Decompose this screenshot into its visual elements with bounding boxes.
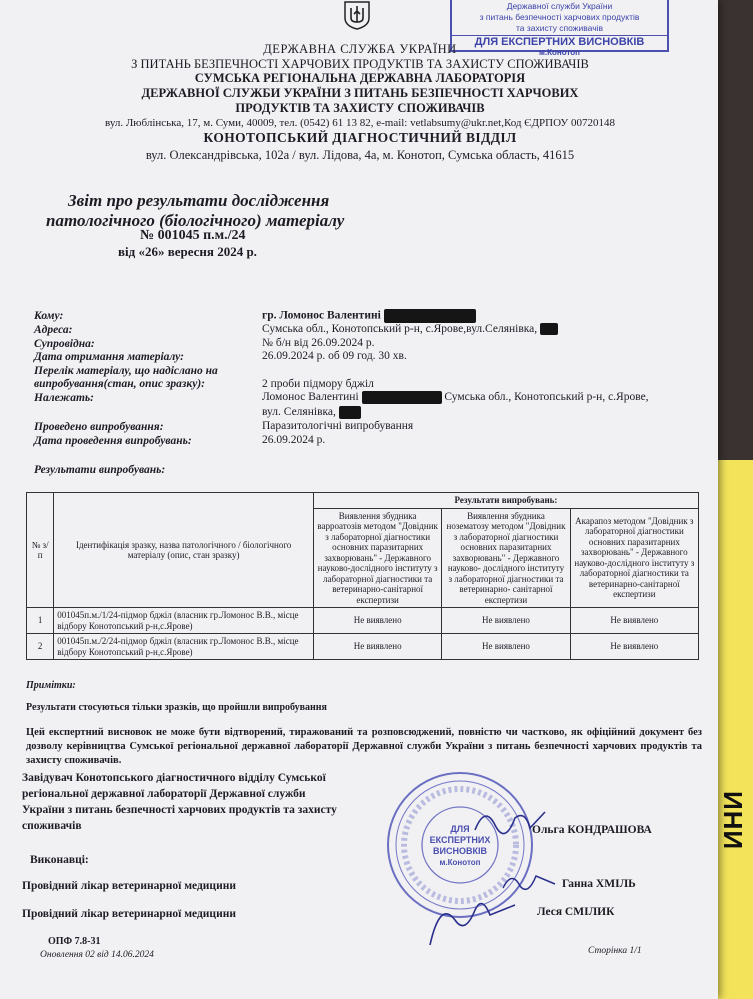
- header-line: ДЕРЖАВНОЇ СЛУЖБИ УКРАЇНИ З ПИТАНЬ БЕЗПЕЧНОСТІ ХАРЧОВИХ: [141, 86, 579, 100]
- to-label: Кому:: [34, 310, 64, 322]
- accomp-label: Супровідна:: [34, 338, 95, 350]
- belongs-label: Належать:: [34, 392, 94, 404]
- accomp-value: № б/н від 26.09.2024 р.: [262, 337, 375, 349]
- col-id-header: Ідентифікація зразку, назва патологічного / біологічного матеріалу (опис, стан зразку): [54, 493, 314, 608]
- row-varroa: Не виявлено: [313, 608, 441, 634]
- disclaimer: Цей експертний висновок не може бути відтворений, тиражований та розповсюджений, повністю чи частково, як офіційний документ без дозволу керівництва Сумської регіональної державної лабораторії Державної служби України з питань безпечності харчових продуктів та захисту споживачів.: [26, 727, 702, 766]
- executor-role: Провідний лікар ветеринарної медицини: [22, 880, 236, 892]
- report-number: № 001045 п.м./24: [140, 228, 246, 243]
- header-line: ДЕРЖАВНА СЛУЖБА УКРАЇНИ: [263, 42, 457, 56]
- results-note: Результати стосуються тільки зразків, що пройшли випробування: [26, 702, 327, 713]
- header-line: ПРОДУКТІВ ТА ЗАХИСТУ СПОЖИВАЧІВ: [235, 101, 485, 115]
- table-row: [27, 608, 699, 634]
- executor-name: Леся СМІЛИК: [537, 906, 615, 918]
- head-name: Ольга КОНДРАШОВА: [532, 824, 652, 836]
- row-id: 001045п.м./1/24-підмор бджіл (власник гр.Ломонос В.В., місце відбору Конотопський р-н,с.Ярове): [54, 608, 314, 634]
- list-label: Перелік матеріалу, що надіслано на: [34, 365, 218, 377]
- address-label: Адреса:: [34, 324, 73, 336]
- division-address: вул. Олександрівська, 102а / вул. Лідова, 4а, м. Конотоп, Сумська область, 41615: [145, 148, 575, 162]
- coat-of-arms-icon: [340, 0, 374, 30]
- notes-label: Примітки:: [26, 680, 76, 691]
- row-nosema: Не виявлено: [442, 634, 570, 660]
- seal-text: м.Конотоп: [439, 858, 481, 867]
- results-group-header: Результати випробувань:: [313, 493, 698, 509]
- head-title: Завідувач Конотопського діагностичного відділу Сумської: [22, 772, 326, 784]
- seal-text: ДЛЯ: [450, 824, 470, 834]
- belongs-street: [262, 406, 361, 419]
- list-label: випробування(стан, опис зразку):: [34, 378, 205, 390]
- col-varroa-header: Виявлення збудника варроатозів методом "Довідник з лабораторної діагностики основних паразитарних захворювань" - Державного науково-дослідного інституту з лабораторної діагностики та ветеринарно-санітарної експертизи: [313, 508, 441, 608]
- head-title: України з питань безпечності харчових продуктів та захисту: [22, 804, 337, 816]
- stamp-line: Державної служби України: [506, 1, 613, 11]
- row-varroa: Не виявлено: [313, 634, 441, 660]
- results-table: [26, 492, 699, 660]
- row-id: 001045п.м./2/24-підмор бджіл (власник гр.Ломонос В.В., місце відбору Конотопський р-н,с.Ярове): [54, 634, 314, 660]
- col-no-header: № з/п: [27, 493, 54, 608]
- col-acarapis-header: Акарапоз методом "Довідник з лабораторної діагностики основних паразитарних захворювань" - Державного науково-дослідного інституту з лабораторної діагностики та ветеринарно-санітарної експертизи: [570, 508, 698, 608]
- row-no: 1: [27, 608, 54, 634]
- report-date: від «26» вересня 2024 р.: [118, 244, 257, 259]
- belongs-address: Сумська обл., Конотопський р-н, с.Ярове,: [444, 391, 649, 404]
- report-title: Звіт про результати дослідження: [68, 191, 330, 210]
- stamp-city: м.Конотоп: [539, 48, 580, 57]
- header-line: СУМСЬКА РЕГІОНАЛЬНА ДЕРЖАВНА ЛАБОРАТОРІЯ: [194, 71, 526, 85]
- row-no: 2: [27, 634, 54, 660]
- row-acarapis: Не виявлено: [570, 608, 698, 634]
- header-address: вул. Люблінська, 17, м. Суми, 40009, тел. (0542) 61 13 82, e-mail: vetlabsumy@ukr.net,Код ЄДРПОУ 00720148: [105, 117, 615, 129]
- seal-text: ЕКСПЕРТНИХ: [429, 835, 491, 845]
- received-value: 26.09.2024 р. об 09 год. 30 хв.: [262, 350, 407, 362]
- tested-label: Проведено випробування:: [34, 421, 164, 433]
- header-line: З ПИТАНЬ БЕЗПЕЧНОСТІ ХАРЧОВИХ ПРОДУКТІВ ТА ЗАХИСТУ СПОЖИВАЧІВ: [131, 57, 589, 71]
- redacted-block: [362, 391, 442, 404]
- executors-label: Виконавці:: [30, 854, 89, 866]
- list-value: 2 проби підмору бджіл: [262, 378, 374, 390]
- test-date-value: 26.09.2024 р.: [262, 434, 326, 446]
- seal-text: ВИСНОВКІВ: [433, 846, 487, 856]
- to-value-text: гр. Ломонос Валентині: [262, 309, 381, 322]
- received-label: Дата отримання матеріалу:: [34, 351, 184, 363]
- row-acarapis: Не виявлено: [570, 634, 698, 660]
- division-title: КОНОТОПСЬКИЙ ДІАГНОСТИЧНИЙ ВІДДІЛ: [203, 130, 517, 145]
- executor-role: Провідний лікар ветеринарної медицини: [22, 908, 236, 920]
- results-heading: Результати випробувань:: [34, 464, 166, 476]
- tested-value: Паразитологічні випробування: [262, 420, 414, 432]
- folder-label: ИНИ: [718, 790, 748, 850]
- signature-head: [470, 800, 550, 840]
- form-code: ОПФ 7.8-31: [48, 936, 101, 947]
- redacted-block: [384, 309, 476, 323]
- head-title: споживачів: [22, 820, 82, 832]
- executor-name: Ганна ХМІЛЬ: [562, 878, 636, 890]
- test-date-label: Дата проведення випробувань:: [34, 435, 192, 447]
- redacted-block: [339, 406, 361, 419]
- page-number: Сторінка 1/1: [588, 946, 642, 956]
- stamp-title: ДЛЯ ЕКСПЕРТНИХ ВИСНОВКІВ: [452, 35, 667, 48]
- address-value: [262, 323, 558, 336]
- stamp-line: з питань безпечності харчових продуктів: [479, 12, 640, 22]
- address-value-text: Сумська обл., Конотопський р-н, с.Ярове,вул.Селянівка,: [262, 323, 538, 335]
- report-subtitle: патологічного (біологічного) матеріалу: [46, 211, 345, 230]
- belongs-value: [262, 391, 692, 404]
- redacted-block: [540, 323, 558, 335]
- row-nosema: Не виявлено: [442, 608, 570, 634]
- to-value: [262, 309, 476, 323]
- belongs-name: Ломонос Валентині: [262, 391, 359, 404]
- form-updated: Оновлення 02 від 14.06.2024: [40, 950, 154, 960]
- col-nosema-header: Виявлення збудника нозематозу методом "Довідник з лабораторної діагностики основних паразитарних захворювань" - Державного науково- дослідного інституту з лабораторної діагностики та ветеринарно- санітарної експертизи: [442, 508, 570, 608]
- signature-executor-2: [420, 890, 520, 950]
- table-row: [27, 634, 699, 660]
- belongs-street-text: вул. Селянівка,: [262, 406, 336, 419]
- stamp-line: та захисту споживачів: [515, 23, 604, 33]
- head-title: регіональної державної лабораторії Державної служби: [22, 788, 306, 800]
